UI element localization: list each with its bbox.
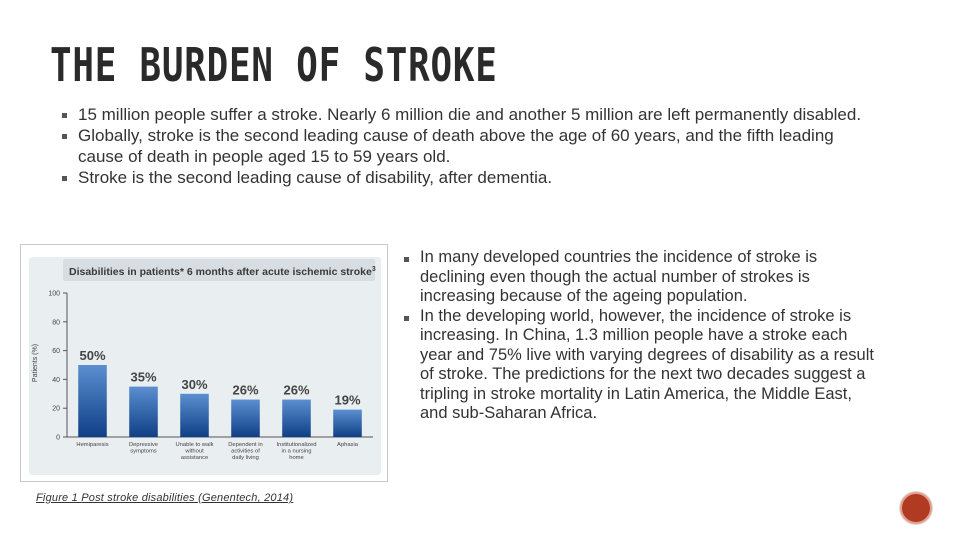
bar-value-label: 19% (334, 392, 361, 408)
square-bullet-icon (62, 134, 67, 139)
square-bullet-icon (404, 316, 409, 321)
bullet-item (404, 307, 884, 424)
bar (78, 365, 107, 437)
y-tick-label: 100 (48, 290, 60, 298)
bar (231, 400, 260, 437)
bar-value-label: 26% (283, 382, 310, 398)
chart-title: Disabilities in patients* 6 months after acute ischemic stroke$^3$ (69, 266, 376, 278)
bullet-text: In the developing world, however, the incidence of stroke is increasing. In China, 1.3 million people have a stroke each year and 75% live with varying degrees of disability as a result of stroke. The predictions for the next two decades suggest a tripling in stroke mortality in Latin America, the Middle East, and sub-Saharan Africa. (420, 306, 874, 422)
bar-value-label: 35% (130, 369, 157, 385)
bar (129, 387, 158, 437)
bullet-text: In many developed countries the incidence of stroke is declining even though the actual number of strokes is increasing because of the ageing population. (420, 248, 818, 305)
bullet-item (62, 104, 862, 125)
category-label: Dependent in activities of daily living (228, 442, 263, 461)
bar-value-label: 30% (181, 376, 208, 392)
caption-label: Figure 1 (36, 492, 78, 504)
y-tick-label: 40 (52, 376, 60, 384)
category-label: Depressive symptoms (129, 442, 158, 455)
right-bullet-list (404, 248, 884, 424)
bar-value-label: 26% (232, 382, 259, 398)
category-label: Unable to walk without assistance (175, 442, 214, 461)
bar (180, 394, 209, 437)
slide-title: THE BURDEN OF STROKE (50, 38, 498, 92)
bar (333, 410, 362, 437)
square-bullet-icon (62, 176, 67, 181)
category-label: Aphasia (337, 442, 358, 448)
disability-chart (20, 244, 388, 482)
square-bullet-icon (404, 257, 409, 262)
square-bullet-icon (62, 113, 67, 118)
figure-caption (36, 492, 293, 504)
bullet-text: 15 million people suffer a stroke. Nearly 6 million die and another 5 million are left permanently disabled. (78, 105, 862, 124)
slide-number-badge-icon (900, 492, 932, 524)
bullet-item (62, 167, 862, 188)
y-tick-label: 0 (56, 434, 60, 442)
y-tick-label: 80 (52, 319, 60, 327)
bullet-text: Stroke is the second leading cause of disability, after dementia. (78, 168, 553, 187)
top-bullet-list (62, 104, 862, 188)
bullet-item (62, 125, 862, 167)
bar (282, 400, 311, 437)
bullet-item (404, 248, 884, 307)
y-axis-label: Patients (%) (32, 343, 39, 383)
bullet-text: Globally, stroke is the second leading cause of death above the age of 60 years, and the fifth leading cause of death in people aged 15 to 59 years old. (78, 126, 834, 166)
y-tick-label: 20 (52, 405, 60, 413)
caption-text: Post stroke disabilities (Genentech, 2014) (81, 492, 294, 504)
category-label: Institutionalized in a nursing home (276, 442, 317, 461)
y-tick-label: 60 (52, 348, 60, 356)
bar-value-label: 50% (79, 348, 106, 363)
category-label: Hemiparesis (76, 442, 109, 448)
chart-svg (21, 245, 387, 481)
